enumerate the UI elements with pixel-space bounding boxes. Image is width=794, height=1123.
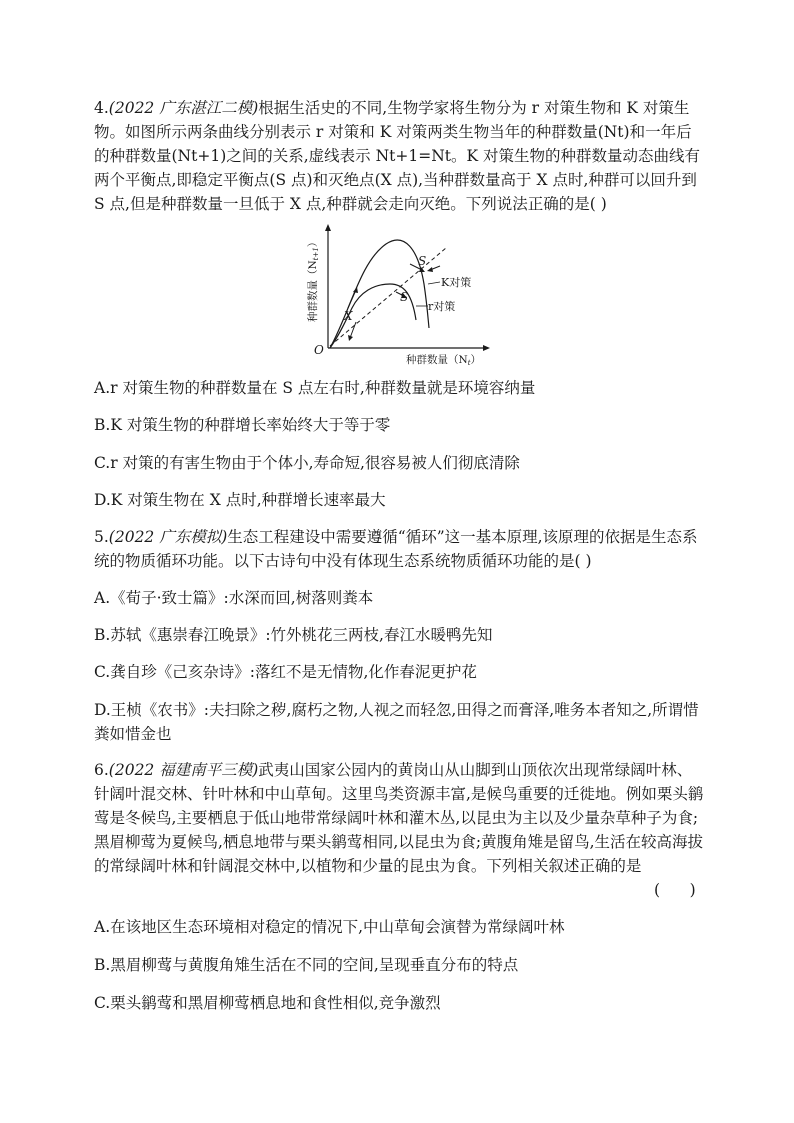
population-curve-figure	[300, 222, 490, 368]
question-4-option-b: B.K 对策生物的种群增长率始终大于等于零	[94, 416, 391, 434]
question-6-option-b: B.黑眉柳莺与黄腹角雉生活在不同的空间,呈现垂直分布的特点	[94, 956, 519, 974]
question-4-text: 根据生活史的不同,生物学家将生物分为 r 对策生物和 K 对策生物。如图所示两条曲线分别表示 r 对策和 K 对策两类生物当年的种群数量(Nt)和一年后的种群数量(Nt+1)之间的关系,虚线表示 Nt+1=Nt。K 对策生物的种群数量动态曲线有两个平衡点,即稳定平衡点(S 点)和灭绝点(X 点),当种群数量高于 X 点时,种群可以回升到 S 点,但是种群数量一旦低于 X 点,种群就会走向灭绝。下列说法正确的是	[94, 99, 701, 213]
question-6-number: 6.	[94, 761, 109, 779]
s-point-k-label: S	[418, 254, 427, 268]
x-axis-arrow	[483, 345, 490, 351]
arrow-k-in-2-head	[427, 267, 433, 272]
question-5-source: (2022 广东模拟)	[108, 528, 228, 546]
x-point-label: X	[344, 309, 353, 323]
k-strategy-curve	[330, 240, 429, 348]
equality-dashed-line	[330, 248, 446, 346]
origin-label: O	[314, 343, 324, 357]
question-5-option-a: A.《荀子·致士篇》:水深而回,树落则粪本	[94, 589, 374, 607]
question-4-answer-paren: ( )	[589, 195, 607, 213]
question-4-stem	[94, 96, 704, 216]
question-4-option-c: C.r 对策的有害生物由于个体小,寿命短,很容易被人们彻底清除	[94, 454, 520, 472]
question-4-option-d: D.K 对策生物在 X 点时,种群增长速率最大	[94, 491, 386, 509]
x-axis-label-sub: t	[467, 359, 471, 367]
question-5-text: 生态工程建设中需要遵循“循环”这一基本原理,该原理的依据是生态系统的物质循环功能。以下古诗句中没有体现生态系统物质循环功能的是	[94, 528, 698, 570]
y-axis-arrow	[325, 224, 331, 231]
question-5-answer-paren: ( )	[574, 552, 592, 570]
s-point-r-label: S	[400, 290, 409, 304]
question-5-stem	[94, 525, 704, 573]
question-6-text: 武夷山国家公园内的黄岗山从山脚到山顶依次出现常绿阔叶林、针阔叶混交林、针叶林和中山草甸。这里鸟类资源丰富,是候鸟重要的迁徙地。例如栗头鹟莺是冬候鸟,主要栖息于低山地带常绿阔叶林和灌木丛,以昆虫为主以及少量杂草种子为食;黑眉柳莺为夏候鸟,栖息地带与栗头鹟莺相同,以昆虫为食;黄腹角雉是留鸟,生活在较高海拔的常绿阔叶林和针阔混交林中,以植物和少量的昆虫为食。下列相关叙述正确的是	[94, 761, 704, 875]
x-axis-label	[406, 353, 481, 367]
question-6-option-c: C.栗头鹟莺和黑眉柳莺栖息地和食性相似,竞争激烈	[94, 994, 441, 1012]
x-axis-label-close: ）	[470, 354, 482, 366]
question-5-option-b: B.苏轼《惠崇春江晚景》:竹外桃花三两枝,春江水暖鸭先知	[94, 626, 493, 644]
question-6-answer-paren: ( )	[654, 881, 696, 899]
y-axis-label	[306, 237, 320, 322]
y-axis-label-close: ）	[307, 236, 319, 248]
r-strategy-label: r对策	[428, 300, 456, 313]
question-6-option-a: A.在该地区生态环境相对稳定的情况下,中山草甸会演替为常绿阔叶林	[94, 918, 565, 936]
y-axis-label-main: 种群数量（N	[307, 260, 319, 322]
arrow-up-left	[348, 290, 356, 308]
question-5-option-c: C.龚自珍《己亥杂诗》:落红不是无情物,化作春泥更护花	[94, 663, 477, 681]
question-4-source: (2022 广东湛江二模)	[108, 99, 259, 117]
y-axis-label-sub: t+1	[312, 247, 320, 261]
question-5-number: 5.	[94, 528, 109, 546]
question-4-option-a: A.r 对策生物的种群数量在 S 点左右时,种群数量就是环境容纳量	[94, 379, 536, 397]
x-axis-label-main: 种群数量（N	[406, 354, 468, 366]
k-strategy-label: K对策	[441, 276, 472, 289]
question-5-option-d: D.王桢《农书》:夫扫除之秽,腐朽之物,人视之而轻忽,田得之而膏泽,唯务本者知之,所谓惜粪如惜金也	[94, 701, 699, 743]
question-4-number: 4.	[94, 99, 109, 117]
k-leader-line	[428, 282, 440, 284]
question-6-stem	[94, 758, 704, 878]
question-6-source: (2022 福建南平三模)	[108, 761, 259, 779]
arrow-down-left	[350, 322, 356, 338]
arrow-up-left-head	[353, 287, 358, 293]
